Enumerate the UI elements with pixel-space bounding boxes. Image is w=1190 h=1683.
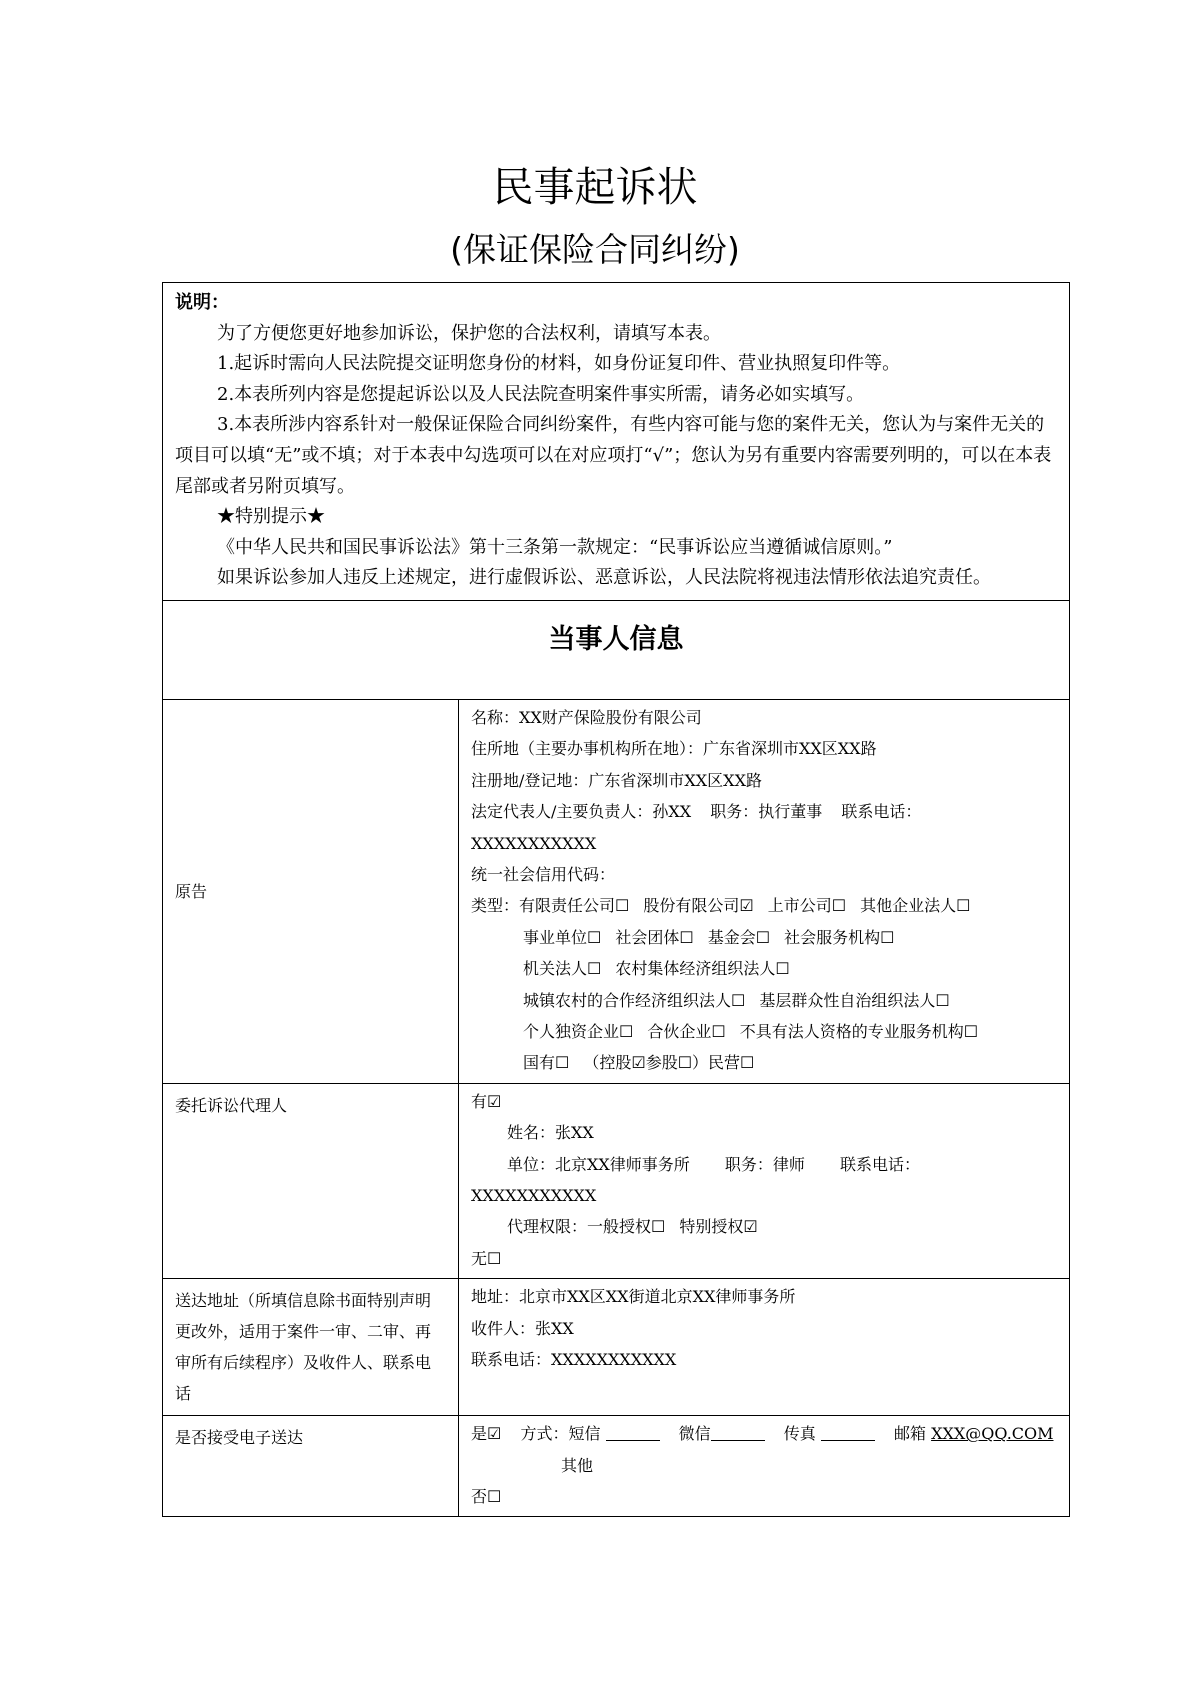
notes-cell (163, 283, 1070, 601)
section-title: 当事人信息 (548, 623, 684, 655)
rep-phone: XXXXXXXXXXX (471, 833, 597, 853)
type-option[interactable]: 基金会☐ (707, 927, 771, 947)
service-label: 送达地址（所填信息除书面特别声明更改外，适用于案件一审、二审、再审所有后续程序）及收件人、联系电话 (163, 1279, 459, 1416)
service-recipient: 收件人：张XX (471, 1318, 574, 1338)
type-option[interactable]: （控股☑参股☐）民营☐ (583, 1053, 755, 1073)
type-option[interactable]: 农村集体经济组织法人☐ (615, 959, 790, 979)
section-title-row (163, 600, 1070, 699)
type-option[interactable]: 不具有法人资格的专业服务机构☐ (739, 1022, 979, 1041)
sms-blank[interactable] (606, 1422, 660, 1441)
service-phone: 联系电话：XXXXXXXXXXX (471, 1350, 677, 1370)
agent-none[interactable]: 无☐ (471, 1248, 502, 1268)
wechat-blank[interactable] (711, 1422, 765, 1441)
notes-row (163, 283, 1070, 601)
authority-general[interactable]: 一般授权☐ (587, 1217, 666, 1237)
agent-details (459, 1083, 1070, 1278)
type-option[interactable]: 城镇农村的合作经济组织法人☐ (523, 990, 746, 1010)
rep-phone-label: 联系电话： (841, 802, 922, 822)
type-option[interactable]: 其他企业法人☐ (860, 896, 971, 916)
rep-title: 职务：执行董事 (710, 802, 823, 822)
type-row (471, 1047, 1057, 1078)
special-notice-heading: ★特别提示★ (217, 506, 325, 528)
electronic-yes[interactable]: 是☑ (471, 1424, 502, 1444)
authority-label: 代理权限： (507, 1217, 588, 1237)
notes-paragraph: 2.本表所列内容是您提起诉讼以及人民法院查明案件事实所需，请务必如实填写。 (217, 383, 865, 405)
electronic-row (163, 1416, 1070, 1517)
type-option[interactable]: 个人独资企业☐ (523, 1022, 634, 1041)
method-email-label: 邮箱 (893, 1424, 926, 1444)
section-title-cell (163, 600, 1070, 699)
type-option[interactable]: 国有☐ (523, 1053, 570, 1073)
plaintiff-reg-address: 注册地/登记地：广东省深圳市XX区XX路 (471, 770, 762, 790)
electronic-yes-line (471, 1418, 1057, 1449)
credit-code: 统一社会信用代码： (471, 864, 616, 884)
rep-name: 法定代表人/主要负责人：孙XX (471, 802, 692, 822)
type-row (471, 953, 1057, 984)
type-option[interactable]: 事业单位☐ (523, 927, 602, 947)
document-title: 民事起诉状 (492, 163, 698, 211)
complaint-form-table (162, 282, 1070, 1517)
agent-title: 职务：律师 (724, 1154, 805, 1174)
type-option[interactable]: 上市公司☐ (767, 896, 847, 916)
plaintiff-label: 原告 (163, 699, 459, 1083)
method-wechat: 微信 (678, 1424, 711, 1444)
notes-paragraph: 如果诉讼参加人违反上述规定，进行虚假诉讼、恶意诉讼，人民法院将视违法情形依法追究责任。 (217, 567, 991, 589)
type-option[interactable]: 基层群众性自治组织法人☐ (759, 990, 950, 1010)
plaintiff-address: 住所地（主要办事机构所在地）：广东省深圳市XX区XX路 (471, 739, 877, 759)
type-row (471, 922, 1057, 953)
method-fax: 传真 (783, 1424, 816, 1444)
notes-paragraph: 为了方便您更好地参加诉讼，保护您的合法权利，请填写本表。 (217, 322, 721, 344)
method-other: 其他 (561, 1455, 594, 1475)
plaintiff-name: 名称：XX财产保险股份有限公司 (471, 707, 702, 727)
plaintiff-row (163, 699, 1070, 1083)
service-address: 地址：北京市XX区XX街道北京XX律师事务所 (471, 1287, 796, 1307)
notes-paragraph: 3.本表所涉内容系针对一般保证保险合同纠纷案件，有些内容可能与您的案件无关，您认为与案件无关的项目可以填“无”或不填；对于本表中勾选项可以在对应项打“√”；您认为另有重要内容需要列明的，可以在本表尾部或者另附页填写。 (175, 414, 1052, 497)
type-option[interactable]: 机关法人☐ (523, 959, 602, 979)
agent-phone-label: 联系电话： (840, 1154, 921, 1174)
document-subtitle: (保证保险合同纠纷) (450, 230, 740, 269)
email-address: XXX@QQ.COM (931, 1424, 1054, 1444)
type-row (471, 985, 1057, 1016)
type-row (471, 890, 1057, 921)
service-row (163, 1279, 1070, 1416)
electronic-no[interactable]: 否☐ (471, 1487, 502, 1507)
method-sms: 方式：短信 (520, 1424, 601, 1444)
authority-special[interactable]: 特别授权☑ (679, 1217, 758, 1237)
agent-unit-line (471, 1149, 1057, 1180)
plaintiff-representative (471, 796, 1057, 827)
electronic-label: 是否接受电子送达 (163, 1416, 459, 1517)
service-details (459, 1279, 1070, 1416)
agent-authority (471, 1211, 1057, 1242)
fax-blank[interactable] (821, 1422, 875, 1441)
agent-has[interactable]: 有☑ (471, 1091, 502, 1111)
agent-phone: XXXXXXXXXXX (471, 1186, 597, 1206)
type-option[interactable]: 社会团体☐ (615, 927, 694, 947)
type-row (471, 1016, 1057, 1047)
agent-name: 姓名：张XX (507, 1123, 594, 1143)
notes-paragraph: 《中华人民共和国民事诉讼法》第十三条第一款规定：“民事诉讼应当遵循诚信原则。” (217, 536, 893, 558)
notes-paragraph: 1.起诉时需向人民法院提交证明您身份的材料，如身份证复印件、营业执照复印件等。 (217, 353, 901, 375)
type-option[interactable]: 合伙企业☐ (647, 1022, 726, 1041)
type-label: 类型： (471, 896, 520, 916)
type-option[interactable]: 社会服务机构☐ (784, 927, 895, 947)
agent-label: 委托诉讼代理人 (163, 1083, 459, 1278)
type-option[interactable]: 有限责任公司☐ (519, 896, 630, 916)
agent-row (163, 1083, 1070, 1278)
type-option[interactable]: 股份有限公司☑ (643, 896, 754, 916)
plaintiff-details (459, 699, 1070, 1083)
notes-heading: 说明： (175, 292, 229, 313)
electronic-details (459, 1416, 1070, 1517)
agent-unit: 单位：北京XX律师事务所 (507, 1154, 690, 1174)
